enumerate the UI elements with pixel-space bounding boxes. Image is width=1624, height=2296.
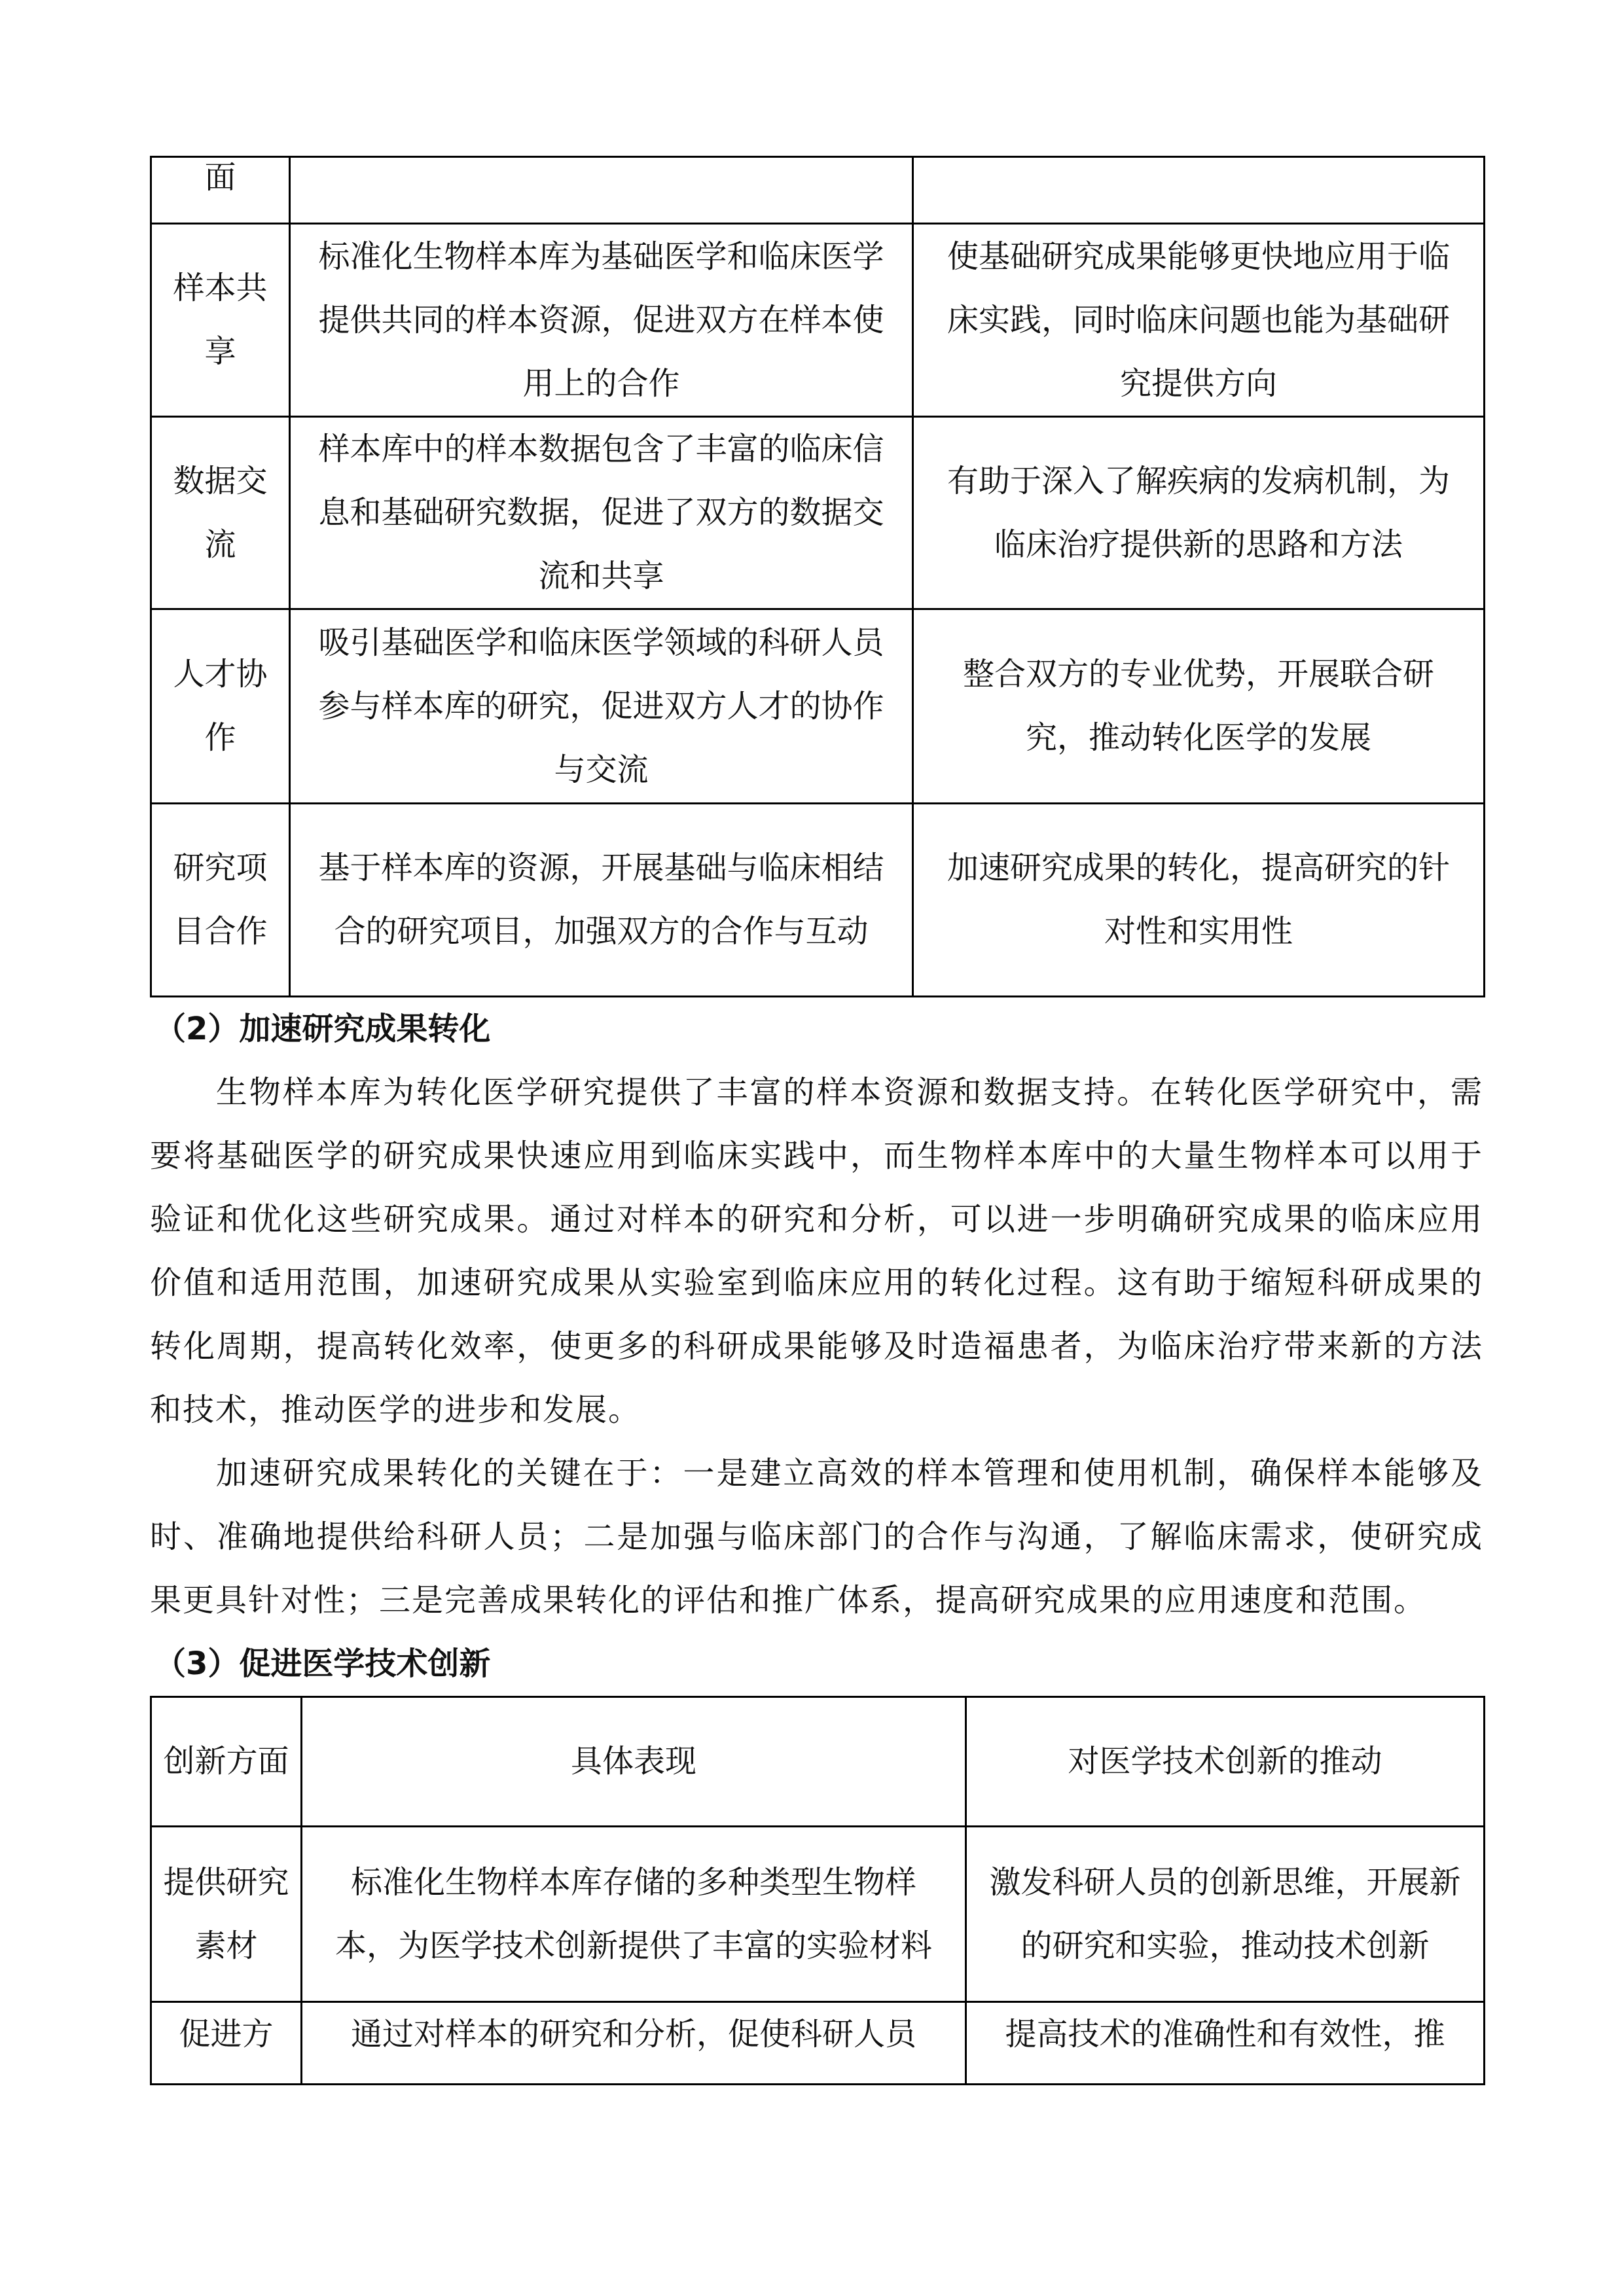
innovation-table: [150, 1696, 1485, 2085]
table-header-row: [151, 1697, 1485, 1827]
detail-cell: 基于样本库的资源，开展基础与临床相结合的研究项目，加强双方的合作与互动: [290, 804, 913, 997]
paragraph: 加速研究成果转化的关键在于：一是建立高效的样本管理和使用机制，确保样本能够及时、准确地提供给科研人员；二是加强与临床部门的合作与沟通，了解临床需求，使研究成果更具针对性；三是完善成果转化的评估和推广体系，提高研究成果的应用速度和范围。: [150, 1455, 1483, 1619]
table-row: [151, 2002, 1485, 2085]
header-cell: 对医学技术创新的推动: [966, 1697, 1485, 1827]
aspect-cell: 样本共享: [151, 224, 290, 417]
table-row: [151, 157, 1485, 224]
header-cell: 具体表现: [302, 1697, 966, 1827]
table-row: [151, 804, 1485, 997]
header-cell: 创新方面: [151, 1697, 302, 1827]
section-heading: （2）加速研究成果转化: [154, 1011, 491, 1047]
aspect-cell: 提供研究素材: [151, 1827, 302, 2002]
aspect-cell: 人才协作: [151, 609, 290, 804]
aspect-cell: 面: [151, 157, 290, 224]
effect-cell: 使基础研究成果能够更快地应用于临床实践，同时临床问题也能为基础研究提供方向: [913, 224, 1485, 417]
section-heading: （3）促进医学技术创新: [154, 1645, 491, 1682]
effect-cell: 激发科研人员的创新思维，开展新的研究和实验，推动技术创新: [966, 1827, 1485, 2002]
detail-cell: 样本库中的样本数据包含了丰富的临床信息和基础研究数据，促进了双方的数据交流和共享: [290, 417, 913, 609]
table-row: [151, 224, 1485, 417]
effect-cell: 整合双方的专业优势，开展联合研究，推动转化医学的发展: [913, 609, 1485, 804]
aspect-cell: 数据交流: [151, 417, 290, 609]
effect-cell: 有助于深入了解疾病的发病机制，为临床治疗提供新的思路和方法: [913, 417, 1485, 609]
detail-cell: 通过对样本的研究和分析，促使科研人员: [302, 2002, 966, 2085]
aspect-cell: 促进方: [151, 2002, 302, 2085]
detail-cell: 吸引基础医学和临床医学领域的科研人员参与样本库的研究，促进双方人才的协作与交流: [290, 609, 913, 804]
table-row: [151, 417, 1485, 609]
table-row: [151, 1827, 1485, 2002]
aspect-cell: 研究项目合作: [151, 804, 290, 997]
table-row: [151, 609, 1485, 804]
detail-cell: [290, 157, 913, 224]
paragraph: 生物样本库为转化医学研究提供了丰富的样本资源和数据支持。在转化医学研究中，需要将基础医学的研究成果快速应用到临床实践中，而生物样本库中的大量生物样本可以用于验证和优化这些研究成果。通过对样本的研究和分析，可以进一步明确研究成果的临床应用价值和适用范围，加速研究成果从实验室到临床应用的转化过程。这有助于缩短科研成果的转化周期，提高转化效率，使更多的科研成果能够及时造福患者，为临床治疗带来新的方法和技术，推动医学的进步和发展。: [150, 1074, 1483, 1428]
detail-cell: 标准化生物样本库存储的多种类型生物样本，为医学技术创新提供了丰富的实验材料: [302, 1827, 966, 2002]
page-content: [150, 156, 1483, 2085]
effect-cell: 加速研究成果的转化，提高研究的针对性和实用性: [913, 804, 1485, 997]
effect-cell: [913, 157, 1485, 224]
effect-cell: 提高技术的准确性和有效性，推: [966, 2002, 1485, 2085]
collaboration-table: [150, 156, 1485, 997]
detail-cell: 标准化生物样本库为基础医学和临床医学提供共同的样本资源，促进双方在样本使用上的合作: [290, 224, 913, 417]
